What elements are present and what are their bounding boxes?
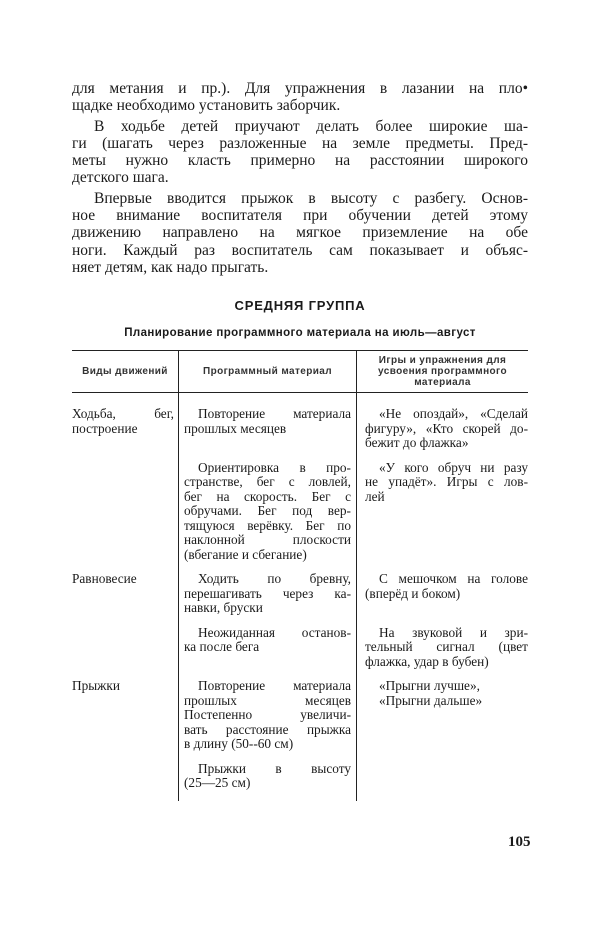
movement-type	[72, 626, 178, 680]
movement-type	[72, 461, 178, 573]
text-line: Равновесие	[72, 571, 137, 587]
text-line: перешагивать через ка-	[184, 585, 351, 601]
page-content	[72, 80, 528, 801]
text-line: тельный сигнал (цвет	[365, 639, 528, 655]
text-line: Впервые вводится прыжок в высоту с разбегу. Основ-	[94, 189, 528, 207]
movement-type	[72, 393, 178, 461]
text-line: няет детям, как надо прыгать.	[72, 258, 269, 276]
text-line: Виды движений	[82, 366, 168, 378]
text-line: Повторение материала	[198, 406, 351, 422]
header-cell	[178, 351, 356, 393]
text-line: для метания и пр.). Для упражнения в лазании на пло•	[72, 80, 528, 97]
program-material	[178, 626, 356, 680]
text-line: «Прыгни лучше»,	[379, 678, 480, 694]
page-number: 105	[508, 834, 531, 850]
text-line: усвоения программного	[378, 366, 507, 378]
text-line: Постепенно увеличи-	[184, 707, 351, 723]
text-line: ги (шагать через разложенные на земле предметы. Пред-	[72, 134, 528, 152]
text-line: прошлых месяцев	[184, 692, 351, 708]
text-line: фигуру», «Кто скорей до-	[365, 420, 528, 436]
body-text	[72, 80, 528, 276]
text-line: вать расстояние прыжка	[184, 721, 351, 737]
text-line: бег на скорость. Бег с	[184, 488, 351, 504]
movement-type	[72, 762, 178, 801]
text-line: «Не опоздай», «Сделай	[379, 406, 528, 422]
text-line: Программный материал	[203, 366, 332, 378]
header-cell	[356, 351, 528, 393]
text-line: В ходьбе детей приучают делать более широкие ша-	[94, 117, 528, 135]
games-exercises	[356, 762, 528, 801]
movement-type	[72, 679, 178, 762]
paragraph	[72, 118, 528, 187]
games-exercises	[356, 679, 528, 762]
text-line: лей	[365, 488, 385, 504]
text-line: (вбегание и сбегание)	[184, 546, 307, 562]
text-line: (вперёд и боком)	[365, 585, 461, 601]
paragraph	[72, 190, 528, 276]
text-line: наклонной плоскости	[184, 532, 351, 548]
text-line: ное внимание воспитателя при обучении детей этому	[72, 207, 528, 225]
movement-type	[72, 572, 178, 626]
text-line: Прыжки в высоту	[198, 760, 351, 776]
text-line: (25—25 см)	[184, 775, 251, 791]
program-material	[178, 762, 356, 801]
text-line: Ходить по бревну,	[198, 571, 351, 587]
text-line: «У кого обруч ни разу	[379, 459, 528, 475]
text-line: обручами. Бег под вер-	[184, 503, 351, 519]
text-line: навки, бруски	[184, 600, 263, 616]
table-title: Планирование программного материала на июль—август	[124, 327, 476, 340]
text-line: Неожиданная останов-	[198, 624, 351, 640]
text-line: движению направлено на мягкое приземление на обе	[72, 224, 528, 242]
text-line: Игры и упражнения для	[378, 355, 507, 367]
text-line: материала	[414, 377, 471, 389]
games-exercises	[356, 393, 528, 461]
text-line: в длину (50--60 см)	[184, 736, 294, 752]
text-line: На звуковой и зри-	[379, 624, 528, 640]
program-material	[178, 461, 356, 573]
text-line: бежит до флажка»	[365, 435, 469, 451]
text-line: странстве, бег с ловлей,	[184, 474, 351, 490]
program-material	[178, 393, 356, 461]
text-line: тящуюся верёвку. Бег по	[184, 517, 351, 533]
games-exercises	[356, 626, 528, 680]
program-material	[178, 572, 356, 626]
text-line: Повторение материала	[198, 678, 351, 694]
section-title: СРЕДНЯЯ ГРУППА	[234, 298, 366, 314]
text-line: не упадёт». Игры с лов-	[365, 474, 528, 490]
text-line: флажка, удар в бубен)	[365, 653, 489, 669]
text-line: С мешочком на голове	[379, 571, 528, 587]
header-cell	[72, 351, 178, 393]
text-line: построение	[72, 420, 138, 436]
text-line: детского шага.	[72, 169, 169, 187]
text-line: щадке необходимо установить заборчик.	[72, 97, 341, 115]
text-line: ка после бега	[184, 639, 260, 655]
program-material	[178, 679, 356, 762]
paragraph	[72, 80, 528, 115]
text-line: Прыжки	[72, 678, 120, 694]
text-line: ноги. Каждый раз воспитатель сам показывает и объяс-	[72, 241, 528, 259]
text-line: «Прыгни дальше»	[379, 692, 483, 708]
games-exercises	[356, 461, 528, 573]
text-line: Ориентировка в про-	[198, 459, 351, 475]
text-line: меты нужно класть примерно на расстоянии широкого	[72, 152, 528, 170]
program-table	[72, 350, 528, 801]
text-line: прошлых месяцев	[184, 420, 287, 436]
text-line: Ходьба, бег,	[72, 406, 174, 422]
games-exercises	[356, 572, 528, 626]
